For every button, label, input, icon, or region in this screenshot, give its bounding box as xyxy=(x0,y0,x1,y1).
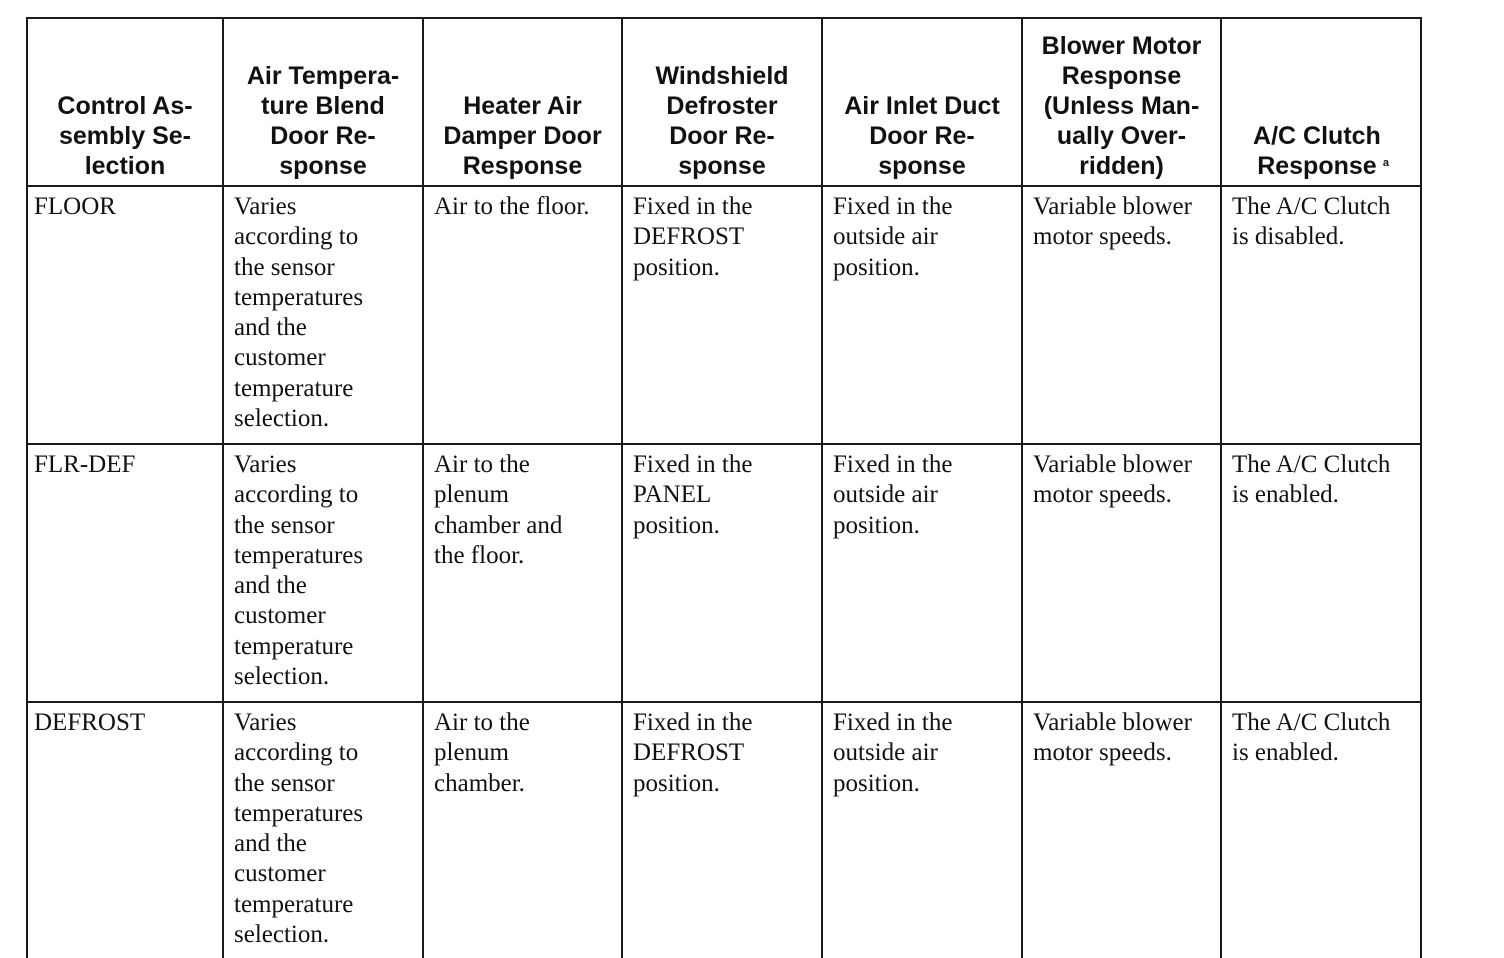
cell-ac-clutch: The A/C Clutch is enabled. xyxy=(1221,444,1421,702)
cell-defroster-door: Fixed in the PANEL position. xyxy=(622,444,822,702)
cell-heater-door: Air to the plenum chamber and the floor. xyxy=(423,444,622,702)
cell-selection: DEFROST xyxy=(27,702,223,958)
header-blower-motor-response: Blower Motor Response (Unless Man- ually Over- ridden) xyxy=(1022,18,1221,186)
cell-defroster-door: Fixed in the DEFROST position. xyxy=(622,702,822,958)
cell-selection: FLR-DEF xyxy=(27,444,223,702)
cell-inlet-door: Fixed in the outside air position. xyxy=(822,702,1022,958)
cell-blower-motor: Variable blower motor speeds. xyxy=(1022,702,1221,958)
header-heater-air-damper-door: Heater Air Damper Door Response xyxy=(423,18,622,186)
cell-defroster-door: Fixed in the DEFROST position. xyxy=(622,186,822,444)
cell-heater-door: Air to the plenum chamber. xyxy=(423,702,622,958)
cell-blend-door: Varies according to the sensor temperatures and the customer temperature selection. xyxy=(223,702,423,958)
table-row xyxy=(27,702,1421,958)
header-air-temperature-blend-door: Air Tempera- ture Blend Door Re- sponse xyxy=(223,18,423,186)
header-row xyxy=(27,18,1421,186)
cell-blower-motor: Variable blower motor speeds. xyxy=(1022,186,1221,444)
footnote-marker: a xyxy=(1382,157,1389,169)
header-windshield-defroster-door: Windshield Defroster Door Re- sponse xyxy=(622,18,822,186)
cell-inlet-door: Fixed in the outside air position. xyxy=(822,444,1022,702)
cell-blower-motor: Variable blower motor speeds. xyxy=(1022,444,1221,702)
cell-ac-clutch: The A/C Clutch is enabled. xyxy=(1221,702,1421,958)
header-air-inlet-duct-door: Air Inlet Duct Door Re- sponse xyxy=(822,18,1022,186)
cell-selection: FLOOR xyxy=(27,186,223,444)
cell-inlet-door: Fixed in the outside air position. xyxy=(822,186,1022,444)
cell-blend-door: Varies according to the sensor temperatures and the customer temperature selection. xyxy=(223,444,423,702)
cell-ac-clutch: The A/C Clutch is disabled. xyxy=(1221,186,1421,444)
header-control-assembly-selection: Control As- sembly Se- lection xyxy=(27,18,223,186)
cell-heater-door: Air to the floor. xyxy=(423,186,622,444)
table-row xyxy=(27,444,1421,702)
control-response-table xyxy=(26,17,1422,958)
cell-blend-door: Varies according to the sensor temperatures and the customer temperature selection. xyxy=(223,186,423,444)
header-ac-clutch-response: A/C Clutch Response $^a$ xyxy=(1221,18,1421,186)
table-row xyxy=(27,186,1421,444)
